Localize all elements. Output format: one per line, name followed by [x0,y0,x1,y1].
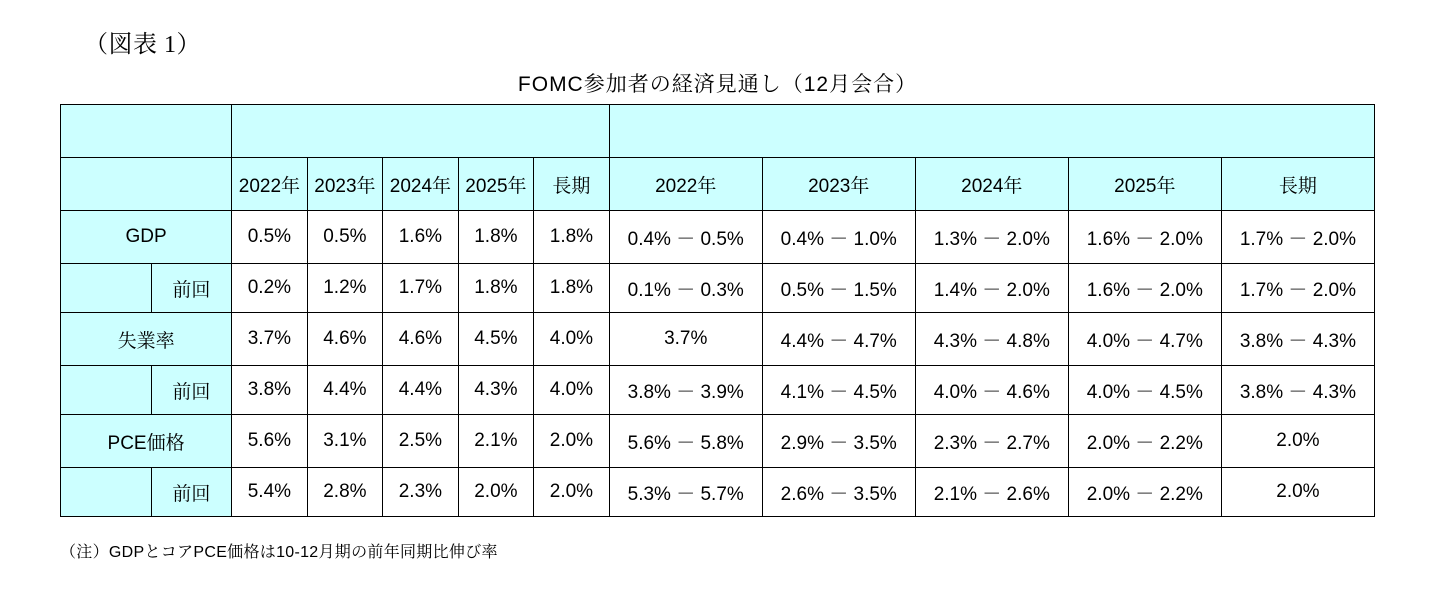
pce-range-2022: 5.6% － 5.8% [609,415,762,468]
header-range-2025: 2025年 [1068,158,1221,211]
unemployment-prev-central-2022: 3.8% [232,366,308,415]
header-group-central [232,105,610,158]
unemployment-range-2023: 4.4% － 4.7% [762,313,915,366]
unemployment-prev-range-2022: 3.8% － 3.9% [609,366,762,415]
unemployment-central-longrun: 4.0% [534,313,610,366]
pce-central-longrun: 2.0% [534,415,610,468]
gdp-prev-range-longrun: 1.7% － 2.0% [1221,264,1374,313]
unemployment-prev-range-2025: 4.0% － 4.5% [1068,366,1221,415]
pce-prev-central-longrun: 2.0% [534,468,610,517]
gdp-prev-central-2023: 1.2% [307,264,383,313]
pce-prev-central-2023: 2.8% [307,468,383,517]
pce-prev-central-2022: 5.4% [232,468,308,517]
unemployment-prev-range-2024: 4.0% － 4.6% [915,366,1068,415]
unemployment-central-2023: 4.6% [307,313,383,366]
table-note: （注）GDPとコアPCE価格は10-12月期の前年同期比伸び率 [60,544,498,561]
figure-label: （図表 1） [84,32,201,58]
pce-prev-central-2025: 2.0% [458,468,534,517]
gdp-range-2024: 1.3% － 2.0% [915,211,1068,264]
table-row [61,366,1375,415]
row-label-gdp: GDP [61,211,232,264]
header-range-longrun: 長期 [1221,158,1374,211]
row-label-unemployment-prev: 前回 [151,366,232,415]
unemployment-central-2025: 4.5% [458,313,534,366]
pce-range-2023: 2.9% － 3.5% [762,415,915,468]
gdp-prev-range-2022: 0.1% － 0.3% [609,264,762,313]
pce-central-2024: 2.5% [383,415,459,468]
gdp-central-2023: 0.5% [307,211,383,264]
pce-prev-range-2022: 5.3% － 5.7% [609,468,762,517]
header-range-2022: 2022年 [609,158,762,211]
pce-range-2025: 2.0% － 2.2% [1068,415,1221,468]
pce-prev-range-2025: 2.0% － 2.2% [1068,468,1221,517]
table-row [61,211,1375,264]
table-title: FOMC参加者の経済見通し（12月会合） [517,73,918,96]
row-label-pce-prev-spacer [61,468,152,517]
table-row [61,468,1375,517]
unemployment-prev-central-2023: 4.4% [307,366,383,415]
gdp-prev-central-2025: 1.8% [458,264,534,313]
table-row [61,313,1375,366]
gdp-central-longrun: 1.8% [534,211,610,264]
row-label-unemployment-prev-spacer [61,366,152,415]
header-central-2023: 2023年 [307,158,383,211]
gdp-range-2025: 1.6% － 2.0% [1068,211,1221,264]
pce-prev-range-longrun: 2.0% [1221,468,1374,517]
row-label-pce-prev: 前回 [151,468,232,517]
header-range-2024: 2024年 [915,158,1068,211]
header-central-2025: 2025年 [458,158,534,211]
header-year-row [61,158,1375,211]
pce-central-2025: 2.1% [458,415,534,468]
header-central-2022: 2022年 [232,158,308,211]
header-group-row [61,105,1375,158]
row-label-gdp-prev-spacer [61,264,152,313]
unemployment-range-2024: 4.3% － 4.8% [915,313,1068,366]
unemployment-prev-range-longrun: 3.8% － 4.3% [1221,366,1374,415]
gdp-prev-central-2022: 0.2% [232,264,308,313]
gdp-prev-range-2025: 1.6% － 2.0% [1068,264,1221,313]
unemployment-range-longrun: 3.8% － 4.3% [1221,313,1374,366]
gdp-central-2025: 1.8% [458,211,534,264]
gdp-prev-range-2024: 1.4% － 2.0% [915,264,1068,313]
pce-prev-central-2024: 2.3% [383,468,459,517]
pce-central-2022: 5.6% [232,415,308,468]
pce-prev-range-2024: 2.1% － 2.6% [915,468,1068,517]
gdp-range-2022: 0.4% － 0.5% [609,211,762,264]
row-label-gdp-prev: 前回 [151,264,232,313]
row-label-unemployment: 失業率 [61,313,232,366]
unemployment-prev-central-longrun: 4.0% [534,366,610,415]
gdp-prev-central-longrun: 1.8% [534,264,610,313]
gdp-central-2024: 1.6% [383,211,459,264]
header-group-range [609,105,1374,158]
table-row [61,264,1375,313]
unemployment-prev-central-2025: 4.3% [458,366,534,415]
gdp-prev-central-2024: 1.7% [383,264,459,313]
header-corner-blank [61,105,232,158]
gdp-range-2023: 0.4% － 1.0% [762,211,915,264]
pce-central-2023: 3.1% [307,415,383,468]
unemployment-central-2024: 4.6% [383,313,459,366]
table-row [61,415,1375,468]
gdp-range-longrun: 1.7% － 2.0% [1221,211,1374,264]
header-range-2023: 2023年 [762,158,915,211]
row-label-pce: PCE価格 [61,415,232,468]
pce-range-2024: 2.3% － 2.7% [915,415,1068,468]
unemployment-range-2022: 3.7% [609,313,762,366]
unemployment-central-2022: 3.7% [232,313,308,366]
unemployment-prev-range-2023: 4.1% － 4.5% [762,366,915,415]
header-central-2024: 2024年 [383,158,459,211]
fomc-forecast-table [60,104,1375,517]
forecast-table-container [60,104,1375,517]
pce-range-longrun: 2.0% [1221,415,1374,468]
pce-prev-range-2023: 2.6% － 3.5% [762,468,915,517]
gdp-prev-range-2023: 0.5% － 1.5% [762,264,915,313]
gdp-central-2022: 0.5% [232,211,308,264]
unemployment-range-2025: 4.0% － 4.7% [1068,313,1221,366]
header-year-corner [61,158,232,211]
unemployment-prev-central-2024: 4.4% [383,366,459,415]
header-central-longrun: 長期 [534,158,610,211]
